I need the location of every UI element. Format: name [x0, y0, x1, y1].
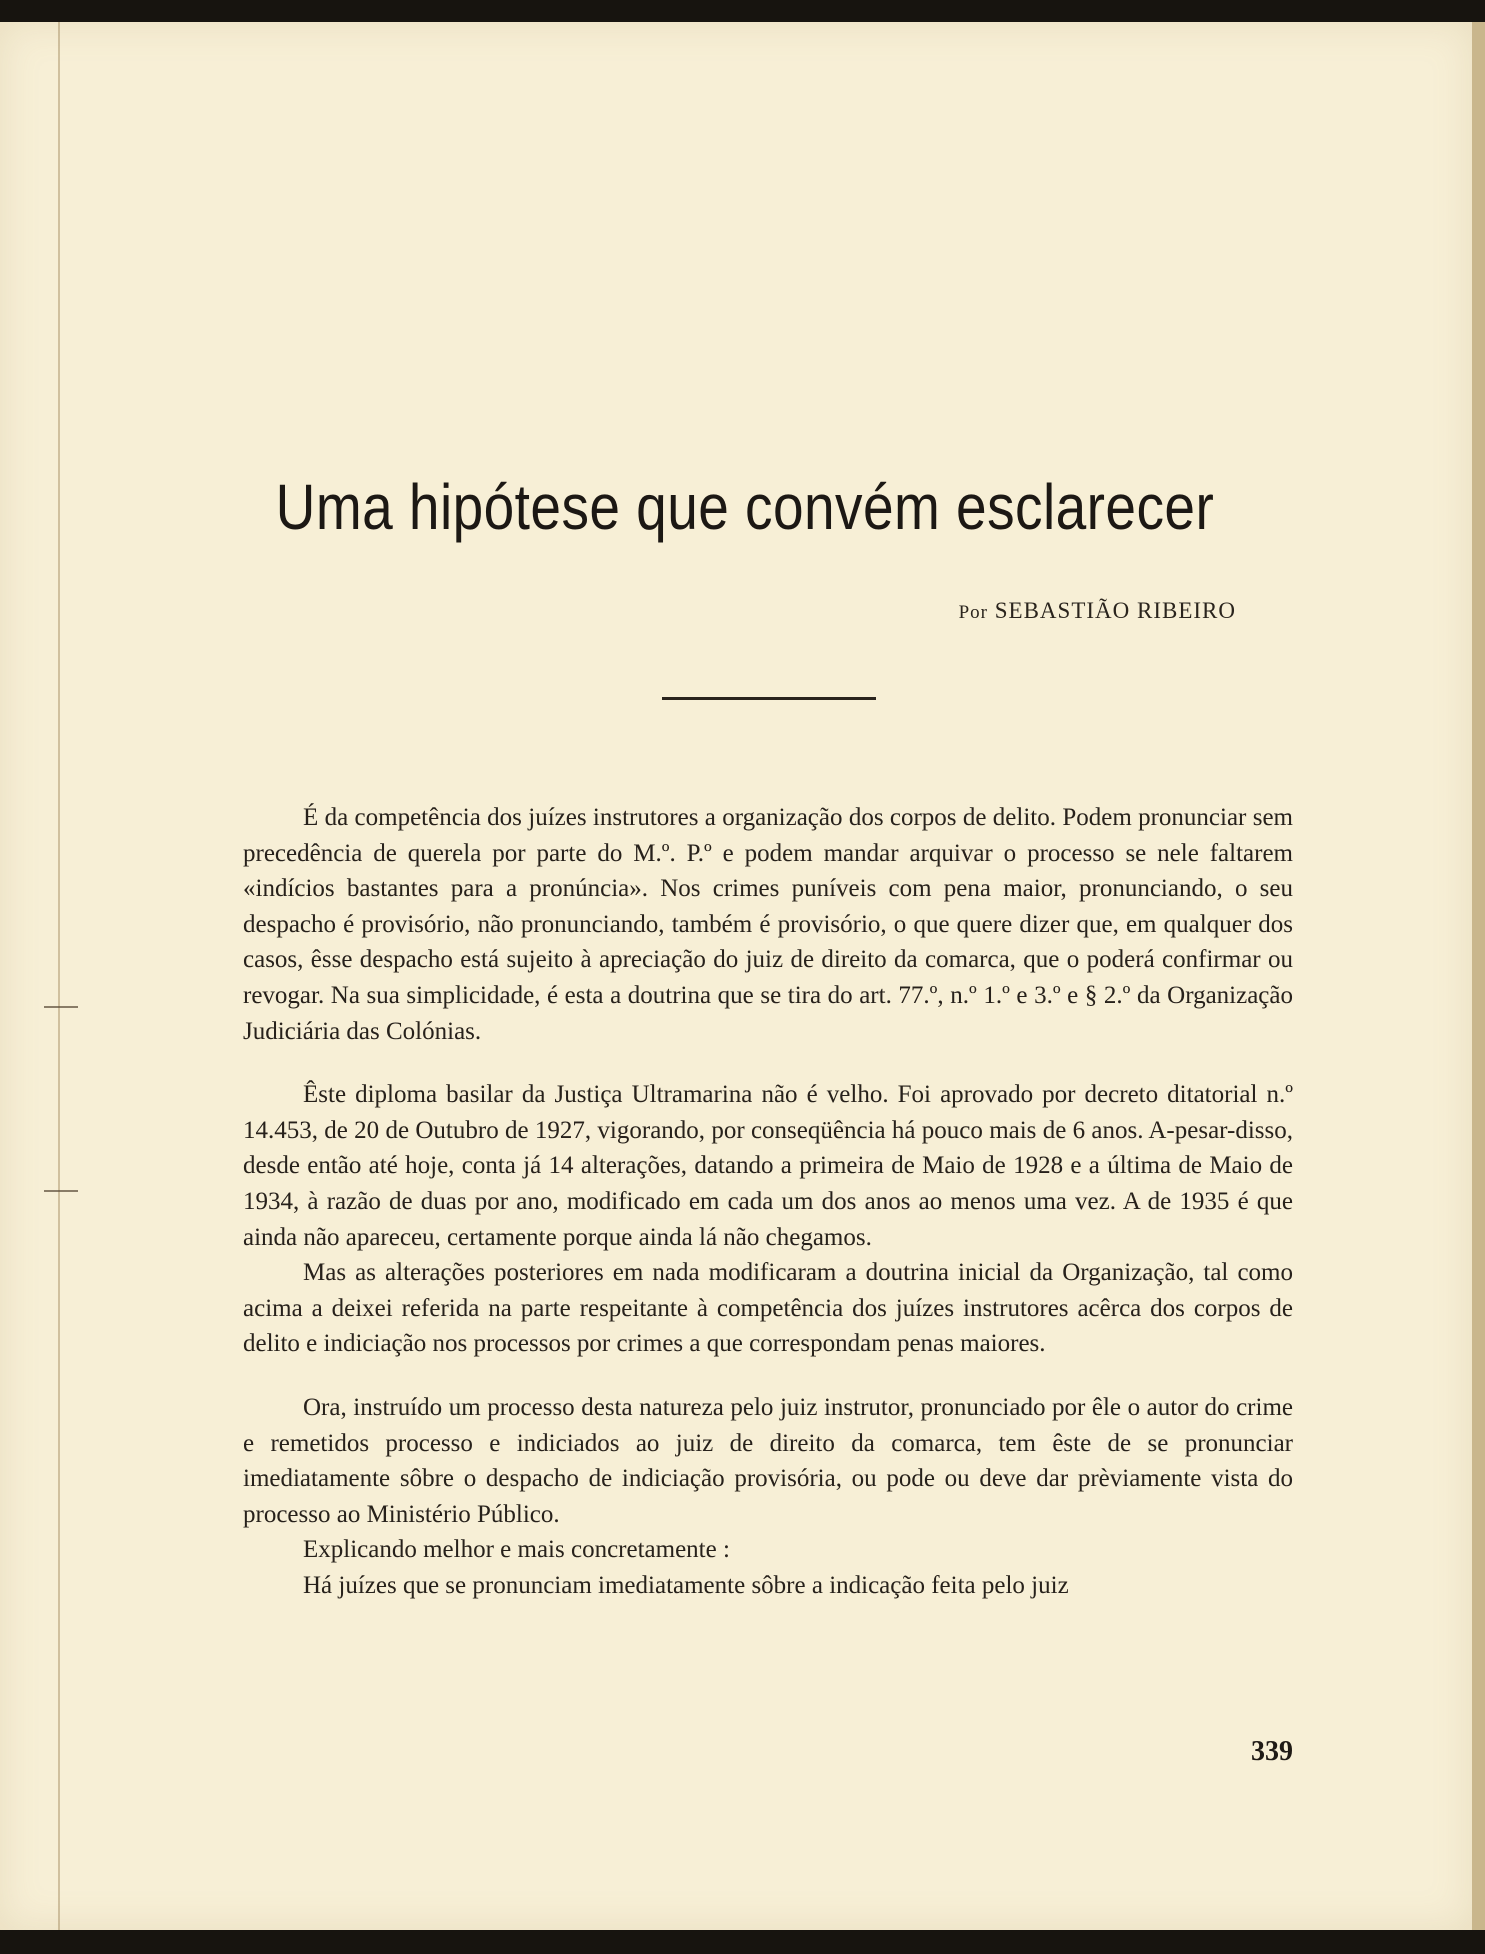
page-edge	[1472, 22, 1485, 1930]
body-paragraph: Explicando melhor e mais concretamente :	[303, 1536, 730, 1564]
article-body	[243, 800, 1293, 1603]
margin-mark	[44, 1190, 78, 1192]
body-paragraph: Êste diploma basilar da Justiça Ultramarina não é velho. Foi aprovado por decreto ditatorial n.º 14.453, de 20 de Outubro de 1927, vigorando, por conseqüência há pouco mais de 6 anos. A-pesar-disso, desde então até hoje, conta já 14 alterações, datando a primeira de Maio de 1928 e a última de Maio de 1934, à razão de duas por ano, modificado em cada um dos anos ao menos uma vez. A de 1935 é que ainda não apareceu, certamente porque ainda lá não chegamos.	[243, 1081, 1293, 1251]
margin-mark	[44, 1006, 78, 1008]
body-paragraph: Mas as alterações posteriores em nada modificaram a doutrina inicial da Organização, tal como acima a deixei referida na parte respeitante à competência dos juízes instrutores acêrca dos corpos de delito e indiciação nos processos por crimes a que correspondam penas maiores.	[243, 1259, 1293, 1358]
binding-fold-line	[58, 22, 60, 1930]
body-paragraph: É da competência dos juízes instrutores a organização dos corpos de delito. Podem pronunciar sem precedência de querela por parte do M.º. P.º e podem mandar arquivar o processo se nele faltarem «indícios bastantes para a pronúncia». Nos crimes puníveis com pena maior, pronunciando, o seu despacho é provisório, não pronunciando, também é provisório, o que quere dizer que, em qualquer dos casos, êsse despacho está sujeito à apreciação do juiz de direito da comarca, que o poderá confirmar ou revogar. Na sua simplicidade, é esta a doutrina que se tira do art. 77.º, n.º 1.º e 3.º e § 2.º da Organização Judiciária das Colónias.	[243, 804, 1293, 1045]
article-title: Uma hipótese que convém esclarecer	[275, 471, 1215, 543]
body-paragraph: Há juízes que se pronunciam imediatamente sôbre a indicação feita pelo juiz	[303, 1571, 1069, 1599]
page-number: 339	[1251, 1736, 1293, 1767]
byline-prefix: Por	[958, 602, 988, 623]
author-name: SEBASTIÃO RIBEIRO	[994, 598, 1236, 623]
title-separator-rule	[662, 697, 876, 700]
body-paragraph: Ora, instruído um processo desta natureza pelo juiz instrutor, pronunciado por êle o autor do crime e remetidos processo e indiciados ao juiz de direito da comarca, tem êste de se pronunciar imediatamente sôbre o despacho de indiciação provisória, ou pode ou deve dar prèviamente vista do processo ao Ministério Público.	[243, 1393, 1293, 1528]
article-byline	[0, 598, 1236, 624]
